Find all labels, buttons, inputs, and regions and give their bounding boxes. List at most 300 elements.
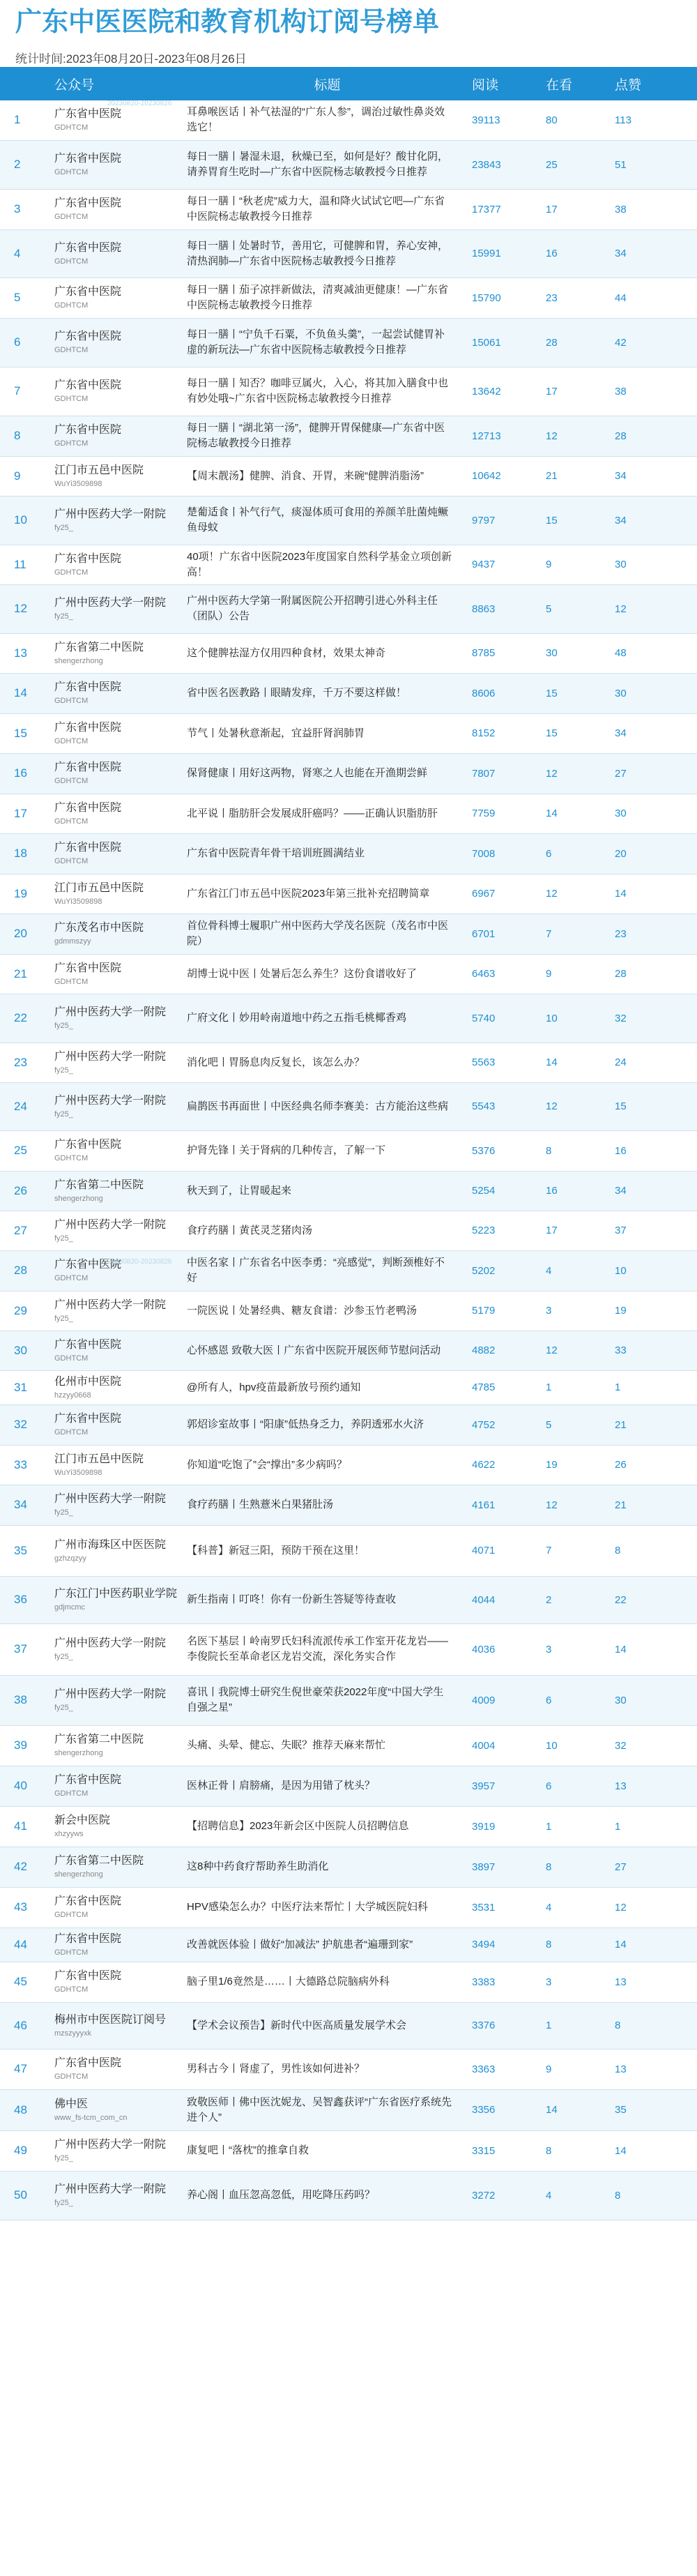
table-row[interactable] bbox=[0, 1525, 697, 1576]
account-name[interactable]: 广东省中医院 bbox=[54, 379, 122, 391]
read-count: 3272 bbox=[472, 2189, 496, 2202]
article-title[interactable]: 每日一膳丨“宁负千石粟，不负鱼头羹”，一起尝试健胃补虚的新玩法—广东省中医院杨志敏教授今日推荐 bbox=[187, 328, 445, 356]
account-cell bbox=[50, 994, 187, 1043]
article-title[interactable]: 耳鼻喉医话丨补气祛湿的“广东人参”，调治过敏性鼻炎效选它！ bbox=[187, 106, 445, 134]
like-count: 14 bbox=[615, 2144, 627, 2157]
read-count: 3376 bbox=[472, 2020, 496, 2031]
account-id: shengerzhong bbox=[54, 1870, 103, 1879]
zaikan-count: 3 bbox=[546, 1305, 552, 1317]
account-name[interactable]: 广东省中医院 bbox=[54, 681, 122, 693]
article-title[interactable]: 这8种中药食疗帮助养生助消化 bbox=[187, 1861, 329, 1872]
read-count: 4071 bbox=[472, 1545, 496, 1556]
account-id: GDHTCM bbox=[54, 977, 89, 986]
account-id: GDHTCM bbox=[54, 857, 89, 865]
zaikan-count: 1 bbox=[546, 1820, 552, 1833]
account-id: fy25_ bbox=[54, 1508, 73, 1517]
account-name[interactable]: 广州中医药大学一附院 bbox=[54, 2183, 167, 2195]
article-title[interactable]: 首位骨科博士履职广州中医药大学茂名医院（茂名市中医院） bbox=[187, 920, 449, 947]
read-count: 3531 bbox=[472, 1901, 496, 1914]
account-name[interactable]: 广州中医药大学一附院 bbox=[54, 1050, 167, 1063]
article-title[interactable]: 食疗药膳丨生熟薏米白果猪肚汤 bbox=[187, 1499, 334, 1510]
read-count: 4004 bbox=[472, 1739, 496, 1752]
account-name[interactable]: 化州市中医院 bbox=[54, 1375, 122, 1388]
account-cell bbox=[50, 1806, 187, 1847]
rank-number: 43 bbox=[14, 1900, 27, 1914]
account-cell bbox=[50, 633, 187, 673]
like-count: 48 bbox=[615, 647, 627, 659]
article-title[interactable]: 广东省中医院青年骨干培训班圆满结业 bbox=[187, 847, 365, 859]
account-cell bbox=[50, 1291, 187, 1331]
table-row[interactable] bbox=[0, 1675, 697, 1725]
account-name[interactable]: 广东省中医院 bbox=[54, 1139, 122, 1151]
account-name[interactable]: 梅州市中医医院订阅号 bbox=[54, 2013, 167, 2026]
like-count: 32 bbox=[615, 1012, 627, 1024]
article-title[interactable]: 广府文化丨妙用岭南道地中药之五指毛桃椰香鸡 bbox=[187, 1012, 407, 1024]
account-name[interactable]: 广东茂名市中医院 bbox=[54, 922, 144, 934]
table-row[interactable] bbox=[0, 140, 697, 189]
article-title[interactable]: 胡博士说中医丨处暑后怎么养生？这份食谱收好了 bbox=[187, 967, 418, 980]
table-row[interactable] bbox=[0, 1043, 697, 1082]
table-row[interactable] bbox=[0, 1576, 697, 1623]
article-title[interactable]: 中医名家丨广东省名中医李勇：“亮感觉”，判断颈椎好不好 bbox=[187, 1257, 445, 1284]
table-row[interactable] bbox=[0, 1806, 697, 1847]
zaikan-count: 10 bbox=[546, 1739, 558, 1752]
article-title[interactable]: 节气丨处暑秋意渐起，宜益肝肾润肺胃 bbox=[187, 727, 365, 739]
article-title[interactable]: 新生指南丨叮咚！你有一份新生答疑等待查收 bbox=[187, 1593, 397, 1605]
read-count: 15790 bbox=[472, 291, 501, 304]
article-title[interactable]: 头痛、头晕、健忘、失眠？推荐天麻来帮忙 bbox=[187, 1739, 386, 1751]
like-count: 26 bbox=[615, 1459, 627, 1471]
article-title[interactable]: 扁鹊医书再面世丨中医经典名师李赛美：古方能治这些病 bbox=[187, 1100, 449, 1112]
table-row[interactable] bbox=[0, 318, 697, 367]
account-name[interactable]: 广东省中医院 bbox=[54, 197, 122, 209]
account-name[interactable]: 广东省中医院 bbox=[54, 552, 122, 565]
read-count: 3356 bbox=[472, 2104, 496, 2116]
rank-number: 21 bbox=[14, 967, 27, 980]
article-title[interactable]: 【招聘信息】2023年新会区中医院人员招聘信息 bbox=[187, 1820, 409, 1832]
rank-number: 26 bbox=[14, 1183, 27, 1197]
table-row[interactable] bbox=[0, 1725, 697, 1766]
rank-number: 22 bbox=[14, 1011, 27, 1024]
account-cell bbox=[50, 1962, 187, 2002]
zaikan-count: 17 bbox=[546, 203, 558, 215]
account-name[interactable]: 广东省中医院 bbox=[54, 842, 122, 854]
account-name[interactable]: 广州中医药大学一附院 bbox=[54, 1006, 167, 1018]
article-title[interactable]: 广东省江门市五邑中医院2023年第三批补充招聘简章 bbox=[187, 887, 430, 900]
account-id: GDHTCM bbox=[54, 168, 89, 176]
account-id: GDHTCM bbox=[54, 395, 89, 403]
article-title[interactable]: 每日一膳丨知否？咖啡豆属火，入心，将其加入膳食中也有妙处哦~广东省中医院杨志敏教授今日推荐 bbox=[187, 377, 449, 404]
article-title[interactable]: 楚葡适食丨补气行气，痰湿体质可食用的养颜羊肚菌炖鳜鱼母蚊 bbox=[187, 506, 449, 533]
account-id: GDHTCM bbox=[54, 1154, 89, 1162]
account-name[interactable]: 广州中医药大学一附院 bbox=[54, 1688, 167, 1700]
article-title[interactable]: 每日一膳丨暑湿未退，秋燥已至，如何是好？酸甘化阴，请养胃育生吃时—广东省中医院杨志敏教授今日推荐 bbox=[187, 151, 449, 178]
like-count: 14 bbox=[615, 888, 627, 900]
article-title[interactable]: 脑子里1/6竟然是……丨大德路总院脑病外科 bbox=[187, 1976, 390, 1987]
account-name[interactable]: 广州中医药大学一附院 bbox=[54, 508, 167, 520]
zaikan-count: 8 bbox=[546, 2144, 552, 2157]
article-title[interactable]: 每日一膳丨“秋老虎”威力大，温和降火试试它吧—广东省中医院杨志敏教授今日推荐 bbox=[187, 195, 445, 222]
zaikan-count: 80 bbox=[546, 114, 558, 126]
table-row[interactable] bbox=[0, 1130, 697, 1171]
table-row[interactable] bbox=[0, 2089, 697, 2130]
article-title[interactable]: 一院医说丨处暑经典、糖友食谱：沙参玉竹老鸭汤 bbox=[187, 1304, 418, 1317]
account-id: fy25_ bbox=[54, 2199, 73, 2207]
account-id: fy25_ bbox=[54, 612, 73, 621]
like-count: 15 bbox=[615, 1100, 627, 1112]
table-row[interactable] bbox=[0, 1445, 697, 1485]
article-title[interactable]: 康复吧丨“落枕”的推拿自救 bbox=[187, 2144, 309, 2156]
account-id: GDHTCM bbox=[54, 301, 89, 310]
account-name[interactable]: 新会中医院 bbox=[54, 1814, 111, 1826]
like-count: 12 bbox=[615, 1901, 627, 1914]
article-title[interactable]: 北平说丨脂肪肝会发展成肝癌吗？——正确认识脂肪肝 bbox=[187, 807, 438, 819]
account-id: mzszyyyxk bbox=[54, 2029, 92, 2038]
account-name[interactable]: 广东省中医院 bbox=[54, 108, 122, 121]
read-count: 4036 bbox=[472, 1643, 496, 1656]
like-count: 21 bbox=[615, 1499, 627, 1511]
table-row[interactable] bbox=[0, 1171, 697, 1211]
account-name[interactable]: 广东省中医院 bbox=[54, 331, 122, 342]
like-count: 8 bbox=[615, 1545, 621, 1556]
rank-number: 8 bbox=[14, 429, 21, 442]
table-row[interactable] bbox=[0, 1291, 697, 1331]
article-title[interactable]: HPV感染怎么办？中医疗法来帮忙丨大学城医院妇科 bbox=[187, 1901, 428, 1913]
table-row[interactable] bbox=[0, 2130, 697, 2171]
account-name[interactable]: 广东省第二中医院 bbox=[54, 1179, 144, 1191]
account-cell bbox=[50, 1485, 187, 1525]
zaikan-count: 12 bbox=[546, 888, 558, 900]
account-id: GDHTCM bbox=[54, 439, 89, 448]
read-count: 5543 bbox=[472, 1100, 496, 1112]
account-cell bbox=[50, 416, 187, 456]
rank-number: 4 bbox=[14, 246, 21, 260]
account-name[interactable]: 广东省中医院 bbox=[54, 1413, 122, 1425]
account-name[interactable]: 江门市五邑中医院 bbox=[54, 1453, 144, 1465]
table-row[interactable] bbox=[0, 1331, 697, 1370]
table-row[interactable] bbox=[0, 954, 697, 994]
zaikan-count: 15 bbox=[546, 687, 558, 699]
account-name[interactable]: 广东省第二中医院 bbox=[54, 641, 144, 653]
account-cell bbox=[50, 496, 187, 545]
read-count: 15061 bbox=[472, 336, 501, 349]
account-id: shengerzhong bbox=[54, 1749, 103, 1757]
rank-number: 36 bbox=[14, 1593, 27, 1606]
table-row[interactable] bbox=[0, 584, 697, 633]
account-name[interactable]: 广东省中医院 bbox=[54, 1338, 122, 1351]
article-title[interactable]: 每日一膳丨处暑时节，善用它，可健脾和胃，养心安神，清热润肺—广东省中医院杨志敏教授今日推荐 bbox=[187, 239, 449, 267]
zaikan-count: 10 bbox=[546, 1012, 558, 1024]
table-row[interactable] bbox=[0, 753, 697, 794]
read-count: 8785 bbox=[472, 647, 496, 659]
read-count: 4752 bbox=[472, 1418, 496, 1431]
table-row[interactable] bbox=[0, 914, 697, 954]
like-count: 12 bbox=[615, 603, 627, 615]
rank-number: 7 bbox=[14, 384, 21, 397]
like-count: 30 bbox=[615, 559, 627, 570]
rank-number: 24 bbox=[14, 1099, 27, 1113]
account-cell bbox=[50, 874, 187, 914]
account-name[interactable]: 广州中医药大学一附院 bbox=[54, 1637, 167, 1649]
table-row[interactable] bbox=[0, 100, 697, 140]
account-name[interactable]: 广东省中医院 bbox=[54, 424, 122, 436]
rank-number: 34 bbox=[14, 1498, 27, 1511]
like-count: 8 bbox=[615, 2189, 621, 2202]
table-row[interactable] bbox=[0, 189, 697, 229]
table-row[interactable] bbox=[0, 1927, 697, 1962]
table-row[interactable] bbox=[0, 229, 697, 278]
account-cell bbox=[50, 456, 187, 496]
account-name[interactable]: 广东省中医院 bbox=[54, 1970, 122, 1982]
table-row[interactable] bbox=[0, 2049, 697, 2089]
account-name[interactable]: 广州中医药大学一附院 bbox=[54, 1493, 167, 1505]
rank-number: 12 bbox=[14, 602, 27, 615]
table-row[interactable] bbox=[0, 1370, 697, 1404]
account-name[interactable]: 广东省中医院 bbox=[54, 2057, 122, 2069]
article-title[interactable]: @所有人，hpv疫苗最新放号预约通知 bbox=[187, 1381, 361, 1393]
table-row[interactable] bbox=[0, 1766, 697, 1806]
account-cell bbox=[50, 2130, 187, 2171]
article-title[interactable]: 秋天到了，让胃暖起来 bbox=[187, 1184, 292, 1197]
account-id: gzhzqzyy bbox=[54, 1554, 86, 1563]
article-title[interactable]: 【周末靓汤】健脾、消食、开胃，来碗“健脾消脂汤” bbox=[187, 469, 424, 482]
table-row[interactable] bbox=[0, 1211, 697, 1250]
account-cell bbox=[50, 2002, 187, 2049]
article-title[interactable]: 每日一膳丨茄子凉拌新做法，清爽减油更健康！—广东省中医院杨志敏教授今日推荐 bbox=[187, 284, 449, 311]
like-count: 28 bbox=[615, 430, 627, 442]
account-name[interactable]: 佛中医 bbox=[54, 2098, 89, 2110]
read-count: 4161 bbox=[472, 1499, 496, 1511]
table-row[interactable] bbox=[0, 1623, 697, 1675]
like-count: 27 bbox=[615, 1861, 627, 1873]
date-tag: 20230820-20230826 bbox=[107, 100, 172, 107]
account-cell bbox=[50, 2089, 187, 2130]
like-count: 30 bbox=[615, 808, 627, 819]
like-count: 1 bbox=[615, 1381, 621, 1393]
rank-number: 19 bbox=[14, 886, 27, 900]
zaikan-count: 2 bbox=[546, 1593, 552, 1606]
rank-number: 20 bbox=[14, 927, 27, 940]
table-row[interactable] bbox=[0, 874, 697, 914]
account-id: fy25_ bbox=[54, 524, 73, 532]
rank-number: 14 bbox=[14, 686, 27, 699]
read-count: 8606 bbox=[472, 687, 496, 699]
table-row[interactable] bbox=[0, 367, 697, 416]
account-id: GDHTCM bbox=[54, 1911, 89, 1919]
article-title[interactable]: 每日一膳丨“湖北第一汤”，健脾开胃保健康—广东省中医院杨志敏教授今日推荐 bbox=[187, 422, 445, 449]
zaikan-count: 16 bbox=[546, 248, 558, 259]
rank-number: 6 bbox=[14, 335, 21, 349]
article-title[interactable]: 名医下基层丨岭南罗氏妇科流派传承工作室开花龙岩——李俊院长至革命老区龙岩交流，深化务实合作 bbox=[187, 1635, 449, 1662]
account-id: fy25_ bbox=[54, 2154, 73, 2162]
zaikan-count: 6 bbox=[546, 1780, 552, 1792]
account-name[interactable]: 广州中医药大学一附院 bbox=[54, 2139, 167, 2151]
account-cell bbox=[50, 673, 187, 713]
table-row[interactable] bbox=[0, 833, 697, 874]
table-body bbox=[0, 100, 697, 2220]
read-count: 4882 bbox=[472, 1344, 496, 1356]
article-title[interactable]: 【学术会议预告】新时代中医高质量发展学术会 bbox=[187, 2019, 407, 2031]
article-title[interactable]: 消化吧丨胃肠息肉反复长，该怎么办？ bbox=[187, 1056, 365, 1068]
article-title[interactable]: 护肾先锋丨关于肾病的几种传言，了解一下 bbox=[187, 1144, 386, 1156]
account-cell bbox=[50, 1675, 187, 1725]
like-count: 34 bbox=[615, 1185, 627, 1197]
table-row[interactable] bbox=[0, 713, 697, 753]
like-count: 34 bbox=[615, 727, 627, 739]
article-title[interactable]: 保肾健康丨用好这两物，肾寒之人也能在开渔期尝鲜 bbox=[187, 767, 428, 779]
table-row[interactable] bbox=[0, 1847, 697, 1887]
table-row[interactable] bbox=[0, 1887, 697, 1927]
article-title[interactable]: 你知道“吃饱了”会“撑出”多少病吗？ bbox=[187, 1458, 347, 1471]
account-id: GDHTCM bbox=[54, 817, 89, 826]
account-name[interactable]: 广东省中医院 bbox=[54, 801, 122, 814]
account-cell bbox=[50, 1370, 187, 1404]
table-row[interactable] bbox=[0, 1404, 697, 1445]
table-row[interactable] bbox=[0, 278, 697, 318]
account-name[interactable]: 广东省中医院 bbox=[54, 1932, 122, 1945]
like-count: 34 bbox=[615, 470, 627, 482]
like-count: 38 bbox=[615, 385, 627, 397]
like-count: 28 bbox=[615, 968, 627, 980]
article-title[interactable]: 养心阁丨血压忽高忽低，用吃降压药吗？ bbox=[187, 2189, 376, 2201]
account-name[interactable]: 广东省中医院 bbox=[54, 962, 122, 974]
col-header-reads: 阅读 bbox=[472, 77, 499, 93]
table-row[interactable] bbox=[0, 1962, 697, 2002]
account-cell bbox=[50, 1331, 187, 1370]
like-count: 33 bbox=[615, 1344, 627, 1356]
zaikan-count: 15 bbox=[546, 514, 558, 526]
rank-number: 35 bbox=[14, 1543, 27, 1557]
account-cell bbox=[50, 1576, 187, 1623]
read-count: 4622 bbox=[472, 1459, 496, 1471]
account-name[interactable]: 广州市海珠区中医医院 bbox=[54, 1538, 167, 1551]
like-count: 8 bbox=[615, 2020, 621, 2031]
article-title[interactable]: 男科古今丨肾虚了，男性该如何进补？ bbox=[187, 2063, 365, 2075]
article-title[interactable]: 医林正骨丨肩膀痛，是因为用错了枕头？ bbox=[187, 1780, 376, 1791]
read-count: 8152 bbox=[472, 727, 496, 739]
table-row[interactable] bbox=[0, 2002, 697, 2049]
read-count: 6463 bbox=[472, 968, 496, 980]
like-count: 1 bbox=[615, 1820, 621, 1833]
table-row[interactable] bbox=[0, 673, 697, 713]
rank-number: 48 bbox=[14, 2103, 27, 2116]
account-name[interactable]: 广东省中医院 bbox=[54, 1774, 122, 1786]
table-row[interactable] bbox=[0, 496, 697, 545]
account-name[interactable]: 广东省中医院 bbox=[54, 1895, 122, 1907]
like-count: 22 bbox=[615, 1593, 627, 1606]
article-title[interactable]: 广州中医药大学第一附属医院公开招聘引进心外科主任（团队）公告 bbox=[187, 595, 438, 622]
rank-number: 42 bbox=[14, 1860, 27, 1873]
account-name[interactable]: 广东省中医院 bbox=[54, 1259, 122, 1271]
table-row[interactable] bbox=[0, 2171, 697, 2220]
account-name[interactable]: 广州中医药大学一附院 bbox=[54, 1298, 167, 1311]
account-id: hzzyy0668 bbox=[54, 1391, 91, 1400]
like-count: 23 bbox=[615, 927, 627, 940]
account-name[interactable]: 广州中医药大学一附院 bbox=[54, 1218, 167, 1231]
account-cell bbox=[50, 794, 187, 833]
account-name[interactable]: 广东省中医院 bbox=[54, 153, 122, 165]
article-title[interactable]: 40项！广东省中医院2023年度国家自然科学基金立项创新高！ bbox=[187, 550, 452, 578]
account-id: GDHTCM bbox=[54, 1428, 89, 1437]
article-title[interactable]: 心怀感恩 致敬大医丨广东省中医院开展医师节慰问活动 bbox=[187, 1344, 441, 1356]
table-row[interactable] bbox=[0, 1250, 697, 1291]
table-row[interactable] bbox=[0, 633, 697, 673]
account-name[interactable]: 广东省第二中医院 bbox=[54, 1855, 144, 1867]
account-id: shengerzhong bbox=[54, 1194, 103, 1203]
account-cell bbox=[50, 1725, 187, 1766]
like-count: 34 bbox=[615, 248, 627, 259]
zaikan-count: 4 bbox=[546, 1264, 552, 1277]
read-count: 23843 bbox=[472, 158, 501, 171]
account-name[interactable]: 广东省中医院 bbox=[54, 241, 122, 254]
zaikan-count: 12 bbox=[546, 430, 558, 442]
table-row[interactable] bbox=[0, 994, 697, 1043]
rank-number: 25 bbox=[14, 1144, 27, 1157]
like-count: 51 bbox=[615, 158, 627, 171]
like-count: 20 bbox=[615, 847, 627, 860]
account-name[interactable]: 广州中医药大学一附院 bbox=[54, 597, 167, 609]
rank-number: 38 bbox=[14, 1693, 27, 1706]
account-name[interactable]: 广东省中医院 bbox=[54, 762, 122, 773]
account-id: xhzyyws bbox=[54, 1830, 84, 1838]
table-row[interactable] bbox=[0, 1485, 697, 1525]
account-id: WuYi3509898 bbox=[54, 897, 102, 906]
read-count: 3494 bbox=[472, 1939, 496, 1950]
zaikan-count: 17 bbox=[546, 385, 558, 397]
article-title[interactable]: 改善就医体验丨做好“加减法” 护航患者“遍珊到家” bbox=[187, 1938, 413, 1950]
account-cell bbox=[50, 914, 187, 954]
rank-number: 15 bbox=[14, 726, 27, 740]
read-count: 7759 bbox=[472, 808, 496, 819]
account-name[interactable]: 广东省第二中医院 bbox=[54, 1734, 144, 1745]
article-title[interactable]: 这个健脾祛湿方仅用四种食材，效果太神奇 bbox=[187, 646, 386, 659]
table-row[interactable] bbox=[0, 416, 697, 456]
account-name[interactable]: 广东省中医院 bbox=[54, 286, 122, 298]
account-cell bbox=[50, 1404, 187, 1445]
rank-number: 45 bbox=[14, 1975, 27, 1988]
zaikan-count: 5 bbox=[546, 1418, 552, 1431]
article-title[interactable]: 喜讯丨我院博士研究生倪世豪荣获2022年度“中国大学生自强之星” bbox=[187, 1686, 444, 1713]
account-name[interactable]: 江门市五邑中医院 bbox=[54, 464, 144, 476]
account-id: GDHTCM bbox=[54, 257, 89, 266]
zaikan-count: 23 bbox=[546, 291, 558, 304]
table-row[interactable] bbox=[0, 1082, 697, 1130]
zaikan-count: 8 bbox=[546, 1861, 552, 1873]
article-title[interactable]: 致敬医师丨佛中医沈妮龙、吴智鑫获评“广东省医疗系统先进个人” bbox=[187, 2096, 452, 2123]
account-cell bbox=[50, 2171, 187, 2220]
zaikan-count: 9 bbox=[546, 968, 552, 980]
read-count: 5223 bbox=[472, 1225, 496, 1236]
account-name[interactable]: 广州中医药大学一附院 bbox=[54, 1094, 167, 1107]
account-name[interactable]: 江门市五邑中医院 bbox=[54, 881, 144, 894]
rank-number: 2 bbox=[14, 158, 21, 171]
account-cell bbox=[50, 833, 187, 874]
table-row[interactable] bbox=[0, 545, 697, 584]
article-title[interactable]: 省中医名医教路丨眼睛发痒，千万不要这样做！ bbox=[187, 687, 407, 699]
account-name[interactable]: 广东江门中医药职业学院 bbox=[54, 1588, 178, 1600]
account-name[interactable]: 广东省中医院 bbox=[54, 721, 122, 734]
article-title[interactable]: 【科普】新冠三阳，预防干预在这里！ bbox=[187, 1544, 365, 1556]
article-title[interactable]: 郭炤诊室故事丨“阳康”低热身乏力，养阴透邪水火济 bbox=[187, 1418, 424, 1430]
account-cell bbox=[50, 753, 187, 794]
read-count: 5740 bbox=[472, 1012, 496, 1024]
account-id: GDHTCM bbox=[54, 697, 89, 705]
article-title[interactable]: 食疗药膳丨黄芪灵芝猪肉汤 bbox=[187, 1224, 313, 1236]
rank-number: 13 bbox=[14, 646, 27, 660]
like-count: 27 bbox=[615, 767, 627, 780]
table-row[interactable] bbox=[0, 456, 697, 496]
table-row[interactable] bbox=[0, 794, 697, 833]
